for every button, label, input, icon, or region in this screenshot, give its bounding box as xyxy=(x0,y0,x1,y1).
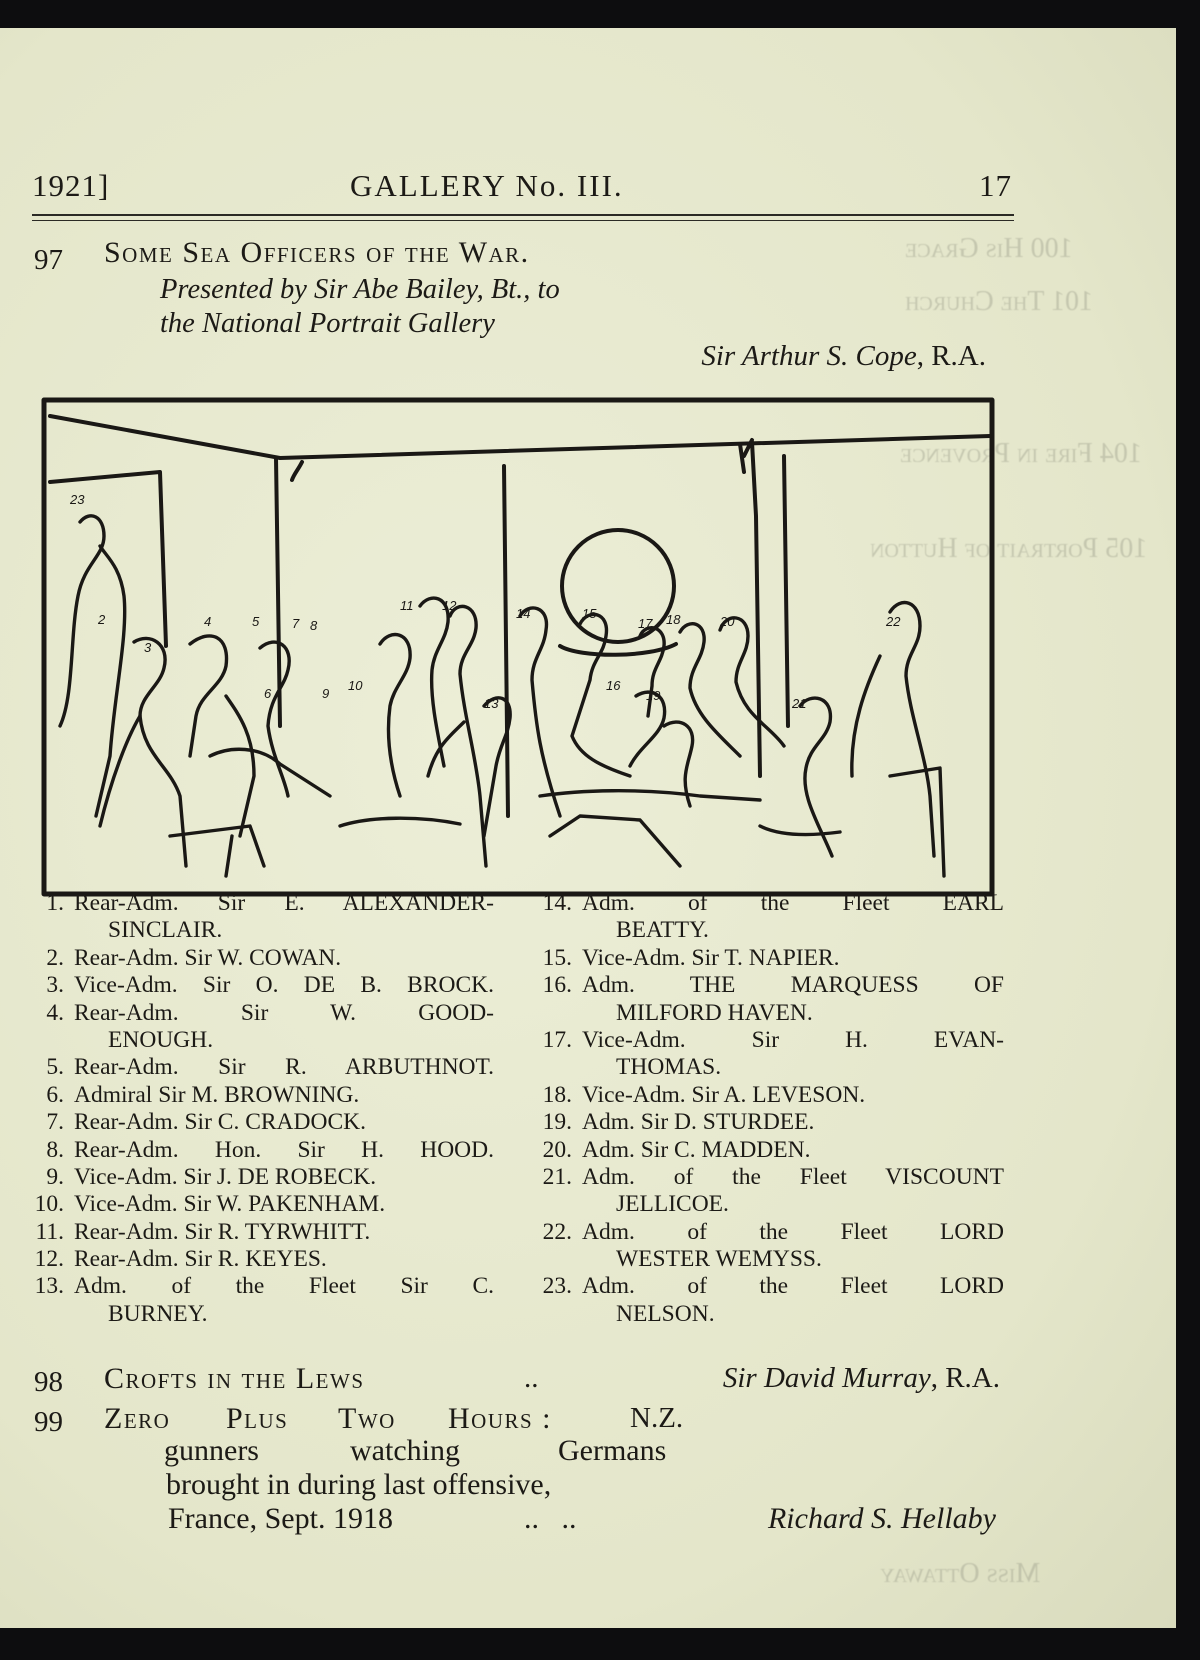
entry-98-artist-name: Sir David Murray xyxy=(722,1362,931,1394)
key-item: 14. Adm. of the Fleet EARL xyxy=(542,890,1004,916)
key-item-cont: BURNEY. xyxy=(108,1300,208,1327)
entry-99-number: 99 xyxy=(34,1406,63,1438)
book-page xyxy=(0,28,1176,1628)
entry-98-leader-dots: .. xyxy=(524,1362,539,1394)
show-through-text: 101 The Church xyxy=(905,286,1093,317)
key-item: 1. Rear-Adm. Sir E. ALEXANDER- xyxy=(46,890,494,916)
sketch-label-14: 14 xyxy=(516,606,531,621)
key-list-left xyxy=(24,890,494,1328)
key-item: 20. Adm. Sir C. MADDEN. xyxy=(542,1136,811,1163)
sketch-label-23: 23 xyxy=(70,492,85,507)
key-item-cont: SINCLAIR. xyxy=(108,917,223,944)
key-item: 19. Adm. Sir D. STURDEE. xyxy=(542,1109,815,1136)
sketch-label-7: 7 xyxy=(292,616,300,631)
entry-99-title-word: Zero xyxy=(104,1402,171,1435)
entry-99-leader-dots: .. .. xyxy=(524,1502,577,1535)
entry-98-title: Crofts in the Lews xyxy=(104,1362,365,1395)
key-item-cont: WESTER WEMYSS. xyxy=(616,1246,822,1273)
header-gallery-title: GALLERY No. III. xyxy=(350,168,624,203)
entry-99-line3: brought in during last offensive, xyxy=(166,1468,552,1501)
sketch-label-2: 2 xyxy=(98,612,106,627)
key-item: 2. Rear-Adm. Sir W. COWAN. xyxy=(46,944,342,971)
sketch-frame xyxy=(44,400,992,894)
key-item: 4. Rear-Adm. Sir W. GOOD- xyxy=(46,999,494,1026)
running-header xyxy=(32,168,1012,212)
entry-99-line2-word: watching xyxy=(350,1434,460,1467)
entry-98-artist xyxy=(723,1362,1000,1395)
clock-base xyxy=(560,644,676,655)
pillar-left xyxy=(276,458,280,726)
entry-98-artist-suffix: , R.A. xyxy=(930,1362,1000,1394)
show-through-text: 105 Portrait of Hutton xyxy=(870,533,1148,564)
sketch-label-12: 12 xyxy=(442,598,457,613)
key-item-cont: BEATTY. xyxy=(616,917,709,944)
entry-99-title-word: Hours : xyxy=(448,1402,553,1435)
key-item: 5. Rear-Adm. Sir R. ARBUTHNOT. xyxy=(46,1054,494,1081)
key-item: 9. Vice-Adm. Sir J. DE ROBECK. xyxy=(46,1163,377,1190)
key-sketch-drawing xyxy=(40,396,996,898)
entry-99-line2-word: gunners xyxy=(164,1434,259,1467)
entry-99-artist: Richard S. Hellaby xyxy=(767,1502,996,1535)
entry-97-number: 97 xyxy=(34,244,63,276)
key-item: 12. Rear-Adm. Sir R. KEYES. xyxy=(34,1246,327,1273)
entry-97-title: Some Sea Officers of the War. xyxy=(104,236,530,269)
key-item: 8. Rear-Adm. Hon. Sir H. HOOD. xyxy=(46,1136,494,1163)
entry-99-title-word: Plus xyxy=(226,1402,289,1435)
show-through-text: 104 Fire in Provence xyxy=(900,438,1142,469)
sketch-label-13: 13 xyxy=(484,696,499,711)
sketch-label-3: 3 xyxy=(144,640,152,655)
key-item: 22. Adm. of the Fleet LORD xyxy=(542,1218,1004,1245)
key-item-cont: NELSON. xyxy=(616,1300,715,1327)
entry-99-title-word: Two xyxy=(338,1402,396,1435)
key-item: 18. Vice-Adm. Sir A. LEVESON. xyxy=(542,1081,866,1108)
key-item: 10. Vice-Adm. Sir W. PAKENHAM. xyxy=(34,1191,386,1218)
key-item: 21. Adm. of the Fleet VISCOUNT xyxy=(542,1163,1004,1190)
sketch-label-10: 10 xyxy=(348,678,363,693)
entry-98-number: 98 xyxy=(34,1366,63,1398)
key-item: 7. Rear-Adm. Sir C. CRADOCK. xyxy=(46,1109,366,1136)
key-item-cont: JELLICOE. xyxy=(616,1191,729,1218)
key-item-cont: THOMAS. xyxy=(616,1054,722,1081)
sketch-label-9: 9 xyxy=(322,686,330,701)
entry-99-line2-word: Germans xyxy=(558,1434,667,1467)
sketch-label-20: 20 xyxy=(720,614,735,629)
entry-99-line4: France, Sept. 1918 xyxy=(168,1502,393,1535)
pillar-right-2 xyxy=(784,456,788,726)
sketch-label-21: 21 xyxy=(792,696,807,711)
ceiling-line xyxy=(50,416,990,458)
entry-97-artist-name: Sir Arthur S. Cope xyxy=(701,340,917,372)
header-rule-thin xyxy=(32,220,1014,221)
entry-97-note-line2: the National Portrait Gallery xyxy=(160,308,495,339)
sketch-label-8: 8 xyxy=(310,618,318,633)
sketch-label-15: 15 xyxy=(582,606,597,621)
key-item: 15. Vice-Adm. Sir T. NAPIER. xyxy=(542,944,840,971)
entry-97-artist-suffix: , R.A. xyxy=(916,340,986,372)
header-rule xyxy=(32,214,1014,216)
page-number: 17 xyxy=(979,168,1012,203)
sketch-label-19: 19 xyxy=(646,688,661,703)
pillar-middle xyxy=(504,466,508,816)
sketch-label-18: 18 xyxy=(666,612,681,627)
entry-97-artist xyxy=(701,340,986,373)
sketch-label-4: 4 xyxy=(204,614,212,629)
pillar-right xyxy=(740,440,760,776)
key-item-cont: ENOUGH. xyxy=(108,1026,214,1053)
sketch-label-16: 16 xyxy=(606,678,621,693)
key-item: 11. Rear-Adm. Sir R. TYRWHITT. xyxy=(35,1218,371,1245)
key-item: 3. Vice-Adm. Sir O. DE B. BROCK. xyxy=(46,972,494,999)
sketch-label-6: 6 xyxy=(264,686,272,701)
key-item-cont: MILFORD HAVEN. xyxy=(616,999,813,1026)
key-item: 16. Adm. THE MARQUESS OF xyxy=(542,972,1004,999)
sketch-label-22: 22 xyxy=(886,614,901,629)
figures xyxy=(60,516,944,876)
pillar-bracket xyxy=(292,462,302,480)
key-item: 23. Adm. of the Fleet LORD xyxy=(542,1273,1004,1300)
key-item: 13. Adm. of the Fleet Sir C. xyxy=(34,1273,494,1300)
show-through-text: 100 His Grace xyxy=(905,233,1073,264)
entry-99-title-word: N.Z. xyxy=(630,1402,684,1434)
entry-97-note-line1: Presented by Sir Abe Bailey, Bt., to xyxy=(160,274,560,305)
sketch-label-11: 11 xyxy=(400,598,414,613)
show-through-text: Miss Ottaway xyxy=(880,1558,1041,1589)
key-list-right xyxy=(532,890,1004,1328)
key-item: 17. Vice-Adm. Sir H. EVAN- xyxy=(542,1026,1004,1053)
header-year: 1921] xyxy=(32,168,110,203)
sketch-label-17: 17 xyxy=(638,616,653,631)
key-item: 6. Admiral Sir M. BROWNING. xyxy=(46,1081,360,1108)
sketch-label-5: 5 xyxy=(252,614,260,629)
